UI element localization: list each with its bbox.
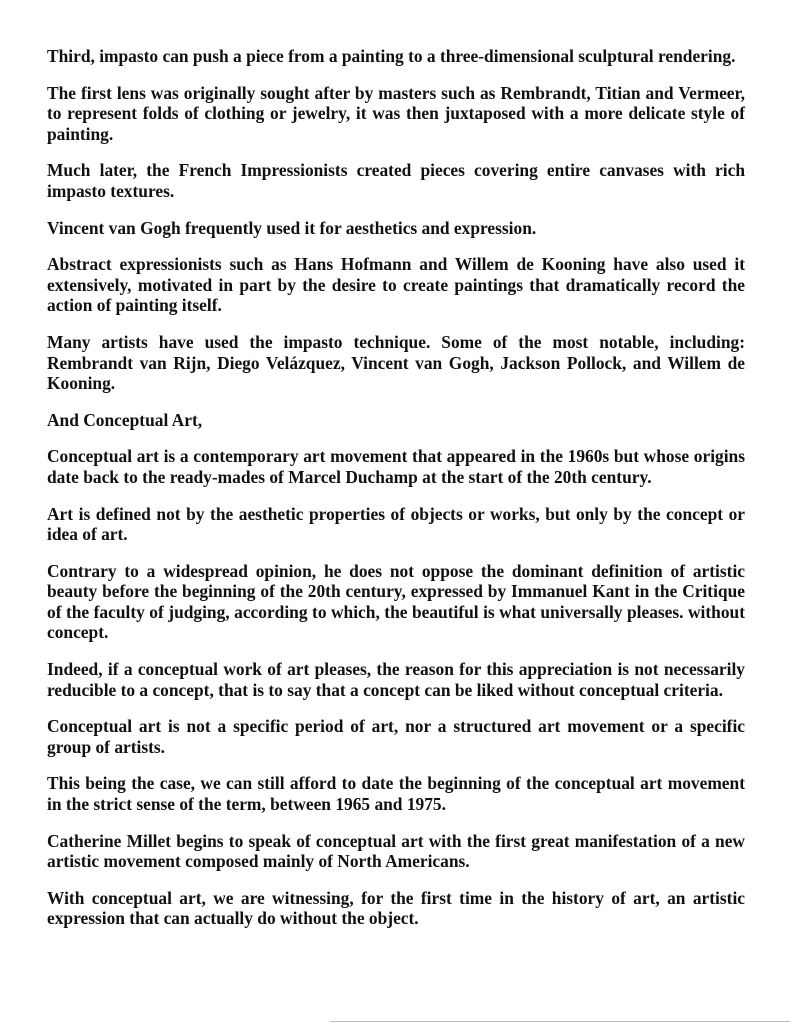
paragraph-conceptual-pleasure: Indeed, if a conceptual work of art pleases, the reason for this appreciation is not necessarily reducible to a concept, that is to say that a concept can be liked without conceptual criteria. [47,659,745,700]
paragraph-concept-or-idea: Art is defined not by the aesthetic properties of objects or works, but only by the concept or idea of art. [47,503,745,545]
paragraph-kant-critique: Contrary to a widespread opinion, he does not oppose the dominant definition of artistic beauty before the beginning of the 20th century, expressed by Immanuel Kant in the Critique of the faculty of judging, according to which, the beautiful is what universally pleases. without concept. [47,560,745,643]
paragraph-van-gogh: Vincent van Gogh frequently used it for aesthetics and expression. [47,217,537,238]
paragraph-not-a-period: Conceptual art is not a specific period of art, nor a structured art movement or a specific group of artists. [47,716,745,757]
paragraph-abstract-expressionists: Abstract expressionists such as Hans Hofmann and Willem de Kooning have also used it extensively, motivated in part by the desire to create paintings that dramatically record the action of painting itself. [47,254,745,316]
paragraph-french-impressionists: Much later, the French Impressionists created pieces covering entire canvases with rich impasto textures. [47,160,745,201]
paragraph-conceptual-art-definition: Conceptual art is a contemporary art movement that appeared in the 1960s but whose origins date back to the ready-mades of Marcel Duchamp at the start of the 20th century. [47,446,745,487]
paragraph-notable-artists: Many artists have used the impasto technique. Some of the most notable, including: Rembrandt van Rijn, Diego Velázquez, Vincent van Gogh, Jackson Pollock, and Willem de Kooning. [47,331,745,394]
paragraph-catherine-millet: Catherine Millet begins to speak of conceptual art with the first great manifestation of a new artistic movement composed mainly of North Americans. [47,830,745,872]
document-body [47,46,745,945]
paragraph-conceptual-art-heading: And Conceptual Art, [47,409,203,430]
paragraph-dating-movement: This being the case, we can still afford to date the beginning of the conceptual art movement in the strict sense of the term, between 1965 and 1975. [47,773,745,815]
paragraph-first-lens: The first lens was originally sought after by masters such as Rembrandt, Titian and Vermeer, to represent folds of clothing or jewelry, it was then juxtaposed with a more delicate style of painting. [47,82,745,144]
paragraph-impasto-sculptural: Third, impasto can push a piece from a painting to a three-dimensional sculptural rendering. [47,46,736,66]
bottom-divider [330,1021,790,1022]
paragraph-without-object: With conceptual art, we are witnessing, for the first time in the history of art, an artistic expression that can actually do without the object. [47,887,745,929]
